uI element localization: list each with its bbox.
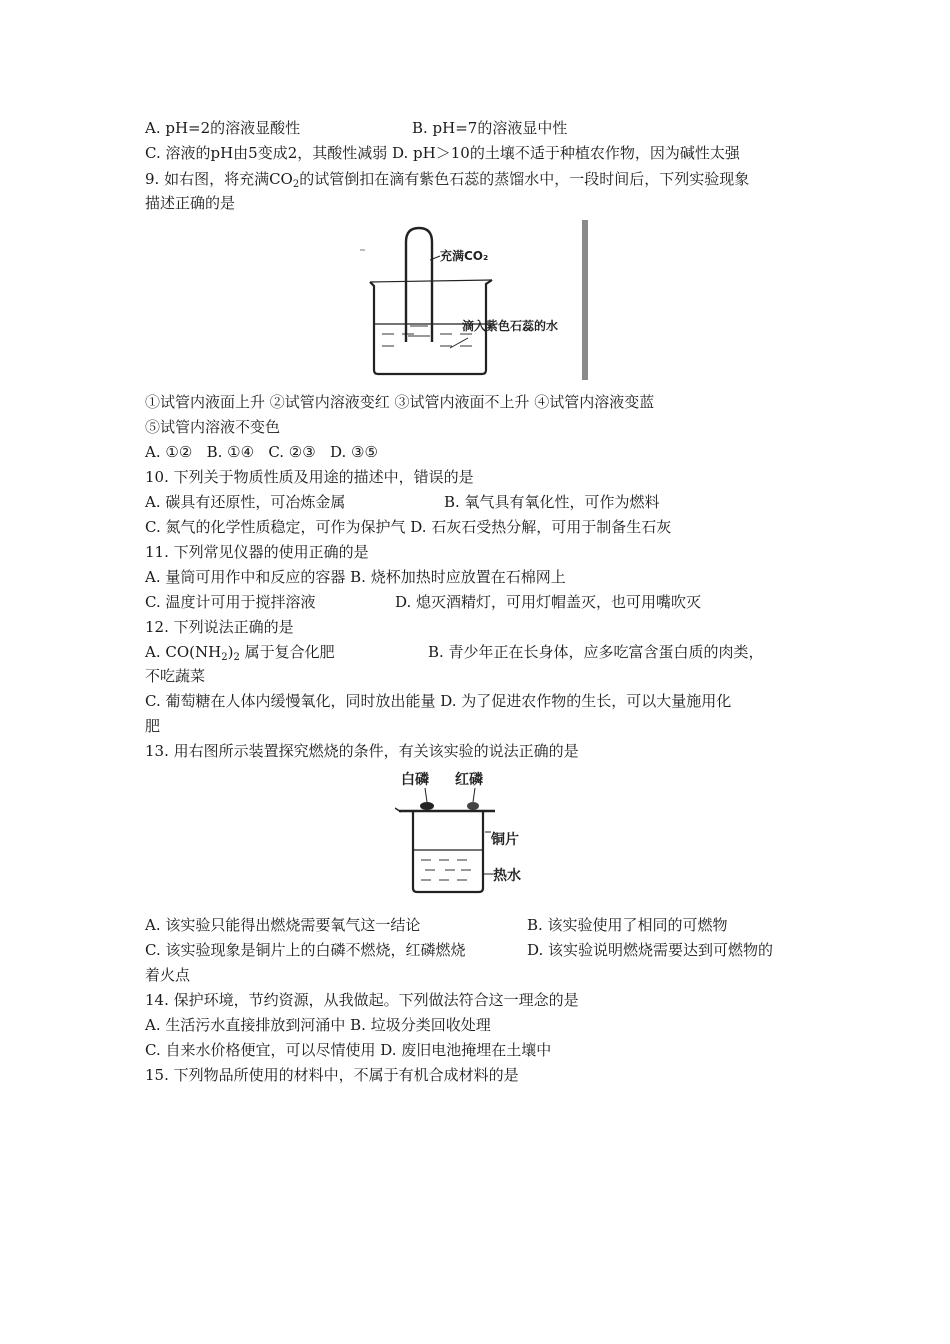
q9-stem-line1: 9. 如右图，将充满$CO_2$的试管倒扣在滴有紫色石蕊的蒸馏水中，一段时间后，下列实验现象: [145, 170, 750, 190]
q8-options-cd: C. 溶液的pH由5变成2，其酸性减弱 D. pH＞10的土壤不适于种植农作物，因为碱性太强: [145, 144, 740, 162]
q13-option-b: B. 该实验使用了相同的可燃物: [527, 916, 728, 934]
q9-options: A. ①② B. ①④ C. ②③ D. ③⑤: [145, 443, 378, 461]
q12-options-cd-cont: 肥: [145, 717, 161, 735]
q11-option-d: D. 熄灭酒精灯，可用灯帽盖灭，也可用嘴吹灭: [395, 593, 702, 611]
litmus-water-label: 滴入紫色石蕊的水: [462, 319, 559, 333]
q15-stem: 15. 下列物品所使用的材料中，不属于有机合成材料的是: [145, 1066, 519, 1084]
q11-options-ab: A. 量筒可用作中和反应的容器 B. 烧杯加热时应放置在石棉网上: [145, 568, 566, 586]
q13-option-d-cont: 着火点: [145, 966, 191, 984]
q11-option-c: C. 温度计可用于搅拌溶液: [145, 593, 316, 611]
co2-test-tube-figure: [360, 220, 592, 386]
q13-option-d: D. 该实验说明燃烧需要达到可燃物的: [527, 941, 774, 959]
q13-option-c: C. 该实验现象是铜片上的白磷不燃烧，红磷燃烧: [145, 941, 466, 959]
q12-option-a: A. $CO(NH_2)_2$ 属于复合化肥: [145, 643, 335, 663]
q9-stem-line2: 描述正确的是: [145, 194, 236, 212]
q11-stem: 11. 下列常见仪器的使用正确的是: [145, 543, 369, 561]
q12-stem: 12. 下列说法正确的是: [145, 618, 294, 636]
q9-items-line1: ①试管内液面上升 ②试管内溶液变红 ③试管内液面不上升 ④试管内溶液变蓝: [145, 393, 655, 411]
q10-option-b: B. 氧气具有氧化性，可作为燃料: [444, 493, 660, 511]
q8-option-a: A. pH=2的溶液显酸性: [145, 119, 301, 137]
q10-options-cd: C. 氮气的化学性质稳定，可作为保护气 D. 石灰石受热分解，可用于制备生石灰: [145, 518, 672, 536]
combustion-apparatus-figure: [395, 766, 545, 902]
q10-stem: 10. 下列关于物质性质及用途的描述中，错误的是: [145, 468, 474, 486]
q8-option-b: B. pH=7的溶液显中性: [412, 119, 568, 137]
q14-options-cd: C. 自来水价格便宜，可以尽情使用 D. 废旧电池掩埋在土壤中: [145, 1041, 552, 1059]
q9-items-line2: ⑤试管内溶液不变色: [145, 418, 281, 436]
q12-options-cd: C. 葡萄糖在人体内缓慢氧化，同时放出能量 D. 为了促进农作物的生长，可以大量施用化: [145, 692, 732, 710]
q10-option-a: A. 碳具有还原性，可冶炼金属: [145, 493, 346, 511]
white-phosphorus-label: 白磷: [401, 772, 429, 788]
copper-sheet-label: 铜片: [491, 832, 519, 848]
q12-option-b-cont: 不吃蔬菜: [145, 667, 206, 685]
q14-options-ab: A. 生活污水直接排放到河涌中 B. 垃圾分类回收处理: [145, 1016, 491, 1034]
q13-stem: 13. 用右图所示装置探究燃烧的条件，有关该实验的说法正确的是: [145, 742, 579, 760]
red-phosphorus-label: 红磷: [455, 772, 483, 788]
q12-option-b: B. 青少年正在长身体，应多吃富含蛋白质的肉类，: [428, 643, 764, 661]
hot-water-label: 热水: [493, 868, 521, 884]
q14-stem: 14. 保护环境，节约资源，从我做起。下列做法符合这一理念的是: [145, 991, 579, 1009]
co2-label: 充满CO₂: [440, 249, 489, 263]
q13-option-a: A. 该实验只能得出燃烧需要氧气这一结论: [145, 916, 421, 934]
